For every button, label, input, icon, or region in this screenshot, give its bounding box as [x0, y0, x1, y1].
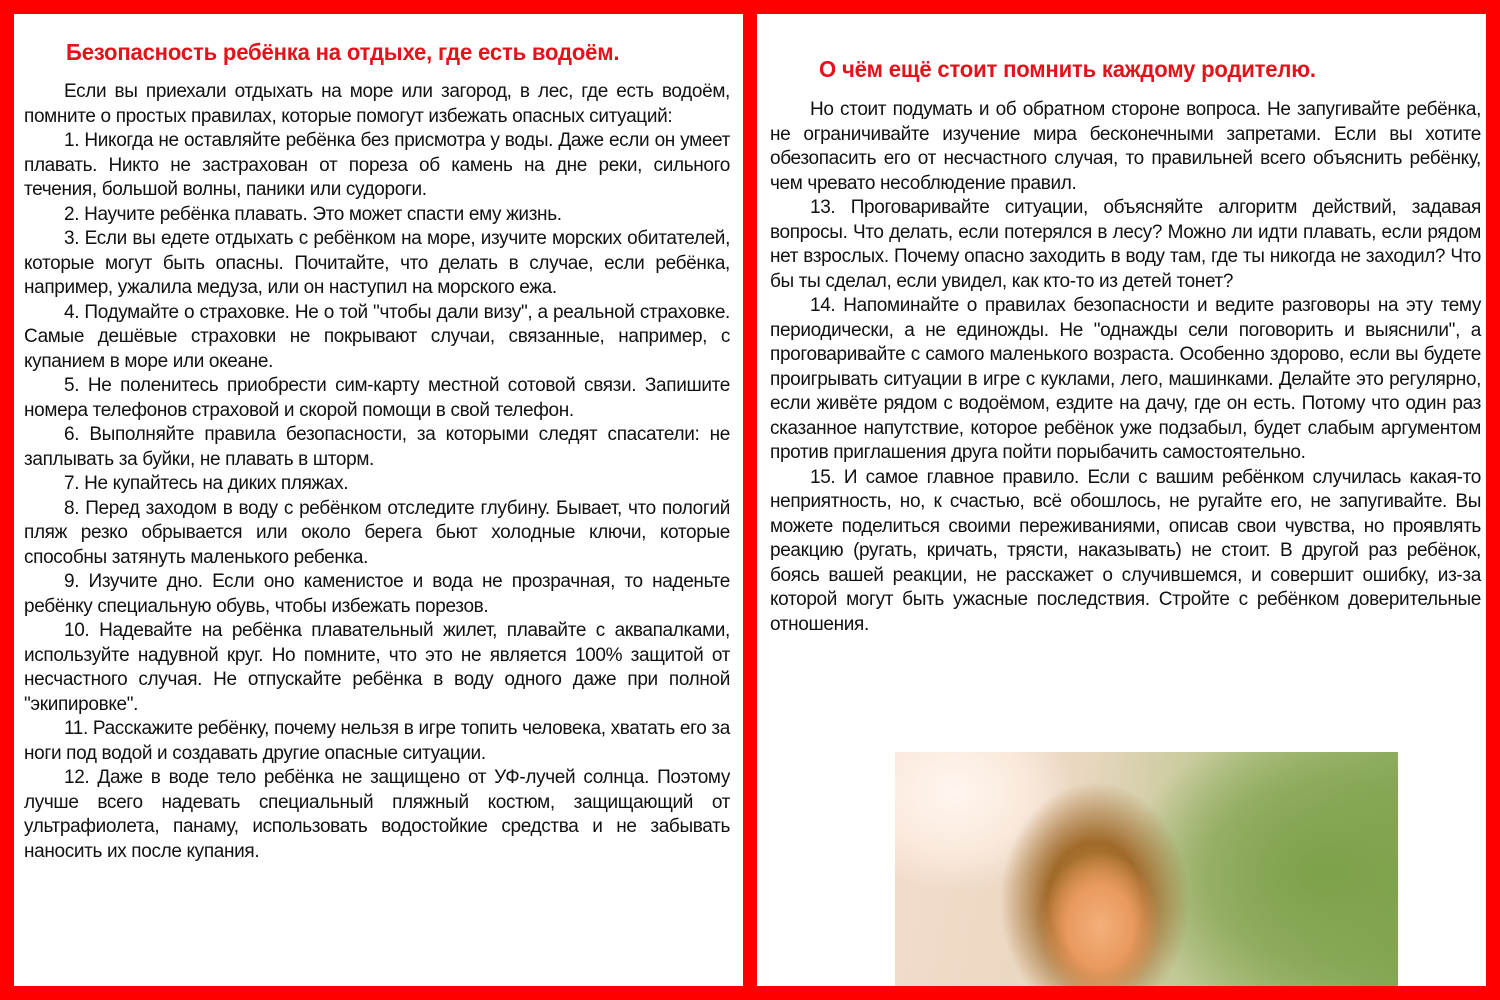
rule-paragraph: 1. Никогда не оставляйте ребёнка без присмотра у воды. Даже если он умеет плавать. Никто не застрахован от пореза об камень на дне реки, сильного течения, большой волны, паники или судороги.	[24, 130, 730, 200]
rule-paragraph: 4. Подумайте о страховке. Не о той "чтобы дали визу", а реальной страховке. Самые дешёвые страховки не покрывают случаи, связанные, например, с купанием в море или океане.	[24, 301, 730, 372]
intro-paragraph: Если вы приехали отдыхать на море или загород, в лес, где есть водоём, помните о простых правилах, которые помогут избежать опасных ситуаций:	[24, 81, 730, 127]
girl-in-water-spray-photo	[895, 752, 1398, 986]
rule-paragraph: 14. Напоминайте о правилах безопасности и ведите разговоры на эту тему периодически, а не единожды. Не "однажды сели поговорить и выяснили", а проговаривайте с самого маленького возраста. Особенно здорово, если вы будете проигрывать ситуации в игре с куклами, лего, машинками. Делайте это регулярно, если живёте рядом с водоёмом, ездите на дачу, где он есть. Потому что один раз сказанное напутствие, которое ребёнок уже подзабыл, будет слабым аргументом против приглашения друга пойти порыбачить самостоятельно.	[770, 295, 1481, 463]
rule-paragraph: 3. Если вы едете отдыхать с ребёнком на море, изучите морских обитателей, которые могут быть опасны. Почитайте, что делать в случае, если ребёнка, например, ужалила медуза, или он наступил на морского ежа.	[24, 228, 730, 298]
rule-paragraph: 2. Научите ребёнка плавать. Это может спасти ему жизнь.	[64, 203, 562, 225]
right-panel-body	[770, 98, 1481, 637]
left-panel-title: Безопасность ребёнка на отдыхе, где есть водоём.	[66, 39, 620, 65]
rule-paragraph: 6. Выполняйте правила безопасности, за которыми следят спасатели: не заплывать за буйки, не плавать в шторм.	[24, 424, 730, 470]
left-panel-body	[24, 80, 730, 864]
rule-paragraph: 15. И самое главное правило. Если с вашим ребёнком случилась какая-то неприятность, но, к счастью, всё обошлось, не ругайте его, не запугивайте. Вы можете поделиться своими переживаниями, описав свои чувства, но проявлять реакцию (ругать, кричать, трясти, наказывать) не стоит. В другой раз ребёнок, боясь вашей реакции, не расскажет о случившемся, и совершит ошибку, из-за которой могут быть ужасные последствия. Стройте с ребёнком доверительные отношения.	[770, 466, 1481, 635]
rule-paragraph: 9. Изучите дно. Если оно каменистое и вода не прозрачная, то наденьте ребёнку специальную обувь, чтобы избежать порезов.	[24, 571, 730, 617]
rule-paragraph: 12. Даже в воде тело ребёнка не защищено от УФ-лучей солнца. Поэтому лучше всего надевать специальный пляжный костюм, защищающий от ультрафиолета, панаму, использовать водостойкие средства и не забывать наносить их после купания.	[24, 767, 730, 862]
right-panel-title: О чём ещё стоит помнить каждому родителю.	[819, 56, 1316, 82]
rule-paragraph: 5. Не поленитесь приобрести сим-карту местной сотовой связи. Запишите номера телефонов страховой и скорой помощи в свой телефон.	[24, 375, 730, 421]
rule-paragraph: 8. Перед заходом в воду с ребёнком отследите глубину. Бывает, что пологий пляж резко обрывается или около берега бьют холодные ключи, которые способны затянуть маленького ребенка.	[24, 497, 730, 568]
rule-paragraph: 11. Расскажите ребёнку, почему нельзя в игре топить человека, хватать его за ноги под водой и создавать другие опасные ситуации.	[24, 718, 730, 764]
left-panel	[14, 14, 743, 986]
intro-paragraph: Но стоит подумать и об обратном стороне вопроса. Не запугивайте ребёнка, не ограничивайте изучение мира бесконечными запретами. Если вы хотите обезопасить его от несчастного случая, то правильней всего объяснить ребёнку, чем чревато несоблюдение правил.	[770, 99, 1481, 194]
rule-paragraph: 7. Не купайтесь на диких пляжах.	[64, 473, 349, 494]
rule-paragraph: 13. Проговаривайте ситуации, объясняйте алгоритм действий, задавая вопросы. Что делать, если потерялся в лесу? Можно ли идти плавать, если рядом нет взрослых. Почему опасно заходить в воду там, где ты никогда не заходил? Что бы ты сделал, если увидел, как кто-то из детей тонет?	[770, 197, 1481, 292]
rule-paragraph: 10. Надевайте на ребёнка плавательный жилет, плавайте с аквапалками, используйте надувной круг. Но помните, что это не является 100% защитой от несчастного случая. Не отпускайте ребёнка в воду одного даже при полной "экипировке".	[24, 620, 730, 715]
right-panel	[757, 14, 1486, 986]
